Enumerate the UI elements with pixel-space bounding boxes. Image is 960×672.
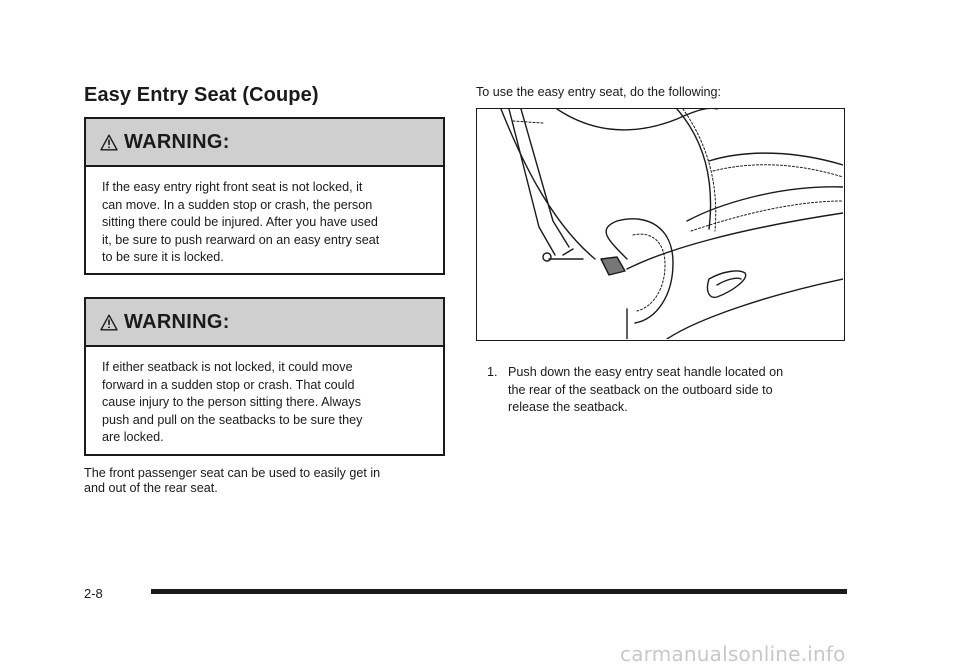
warning-text: If either seatback is not locked, it could move forward in a sudden stop or crash. That could cause injury to the person sitting there. Always push and pull on the seatbacks to be sure they are locked. bbox=[102, 360, 363, 444]
intro-paragraph: To use the easy entry seat, do the following: bbox=[476, 85, 722, 99]
section-title: Easy Entry Seat (Coupe) bbox=[84, 84, 319, 106]
warning-box-2 bbox=[84, 297, 445, 456]
body-paragraph: The front passenger seat can be used to easily get in and out of the rear seat. bbox=[84, 466, 381, 495]
footer-rule bbox=[151, 589, 847, 594]
warning-title: WARNING: bbox=[124, 310, 230, 333]
warning-title: WARNING: bbox=[124, 130, 230, 153]
steps-list bbox=[487, 364, 847, 417]
easy-entry-seat-diagram bbox=[477, 109, 843, 339]
warning-header bbox=[86, 119, 443, 167]
page-number: 2-8 bbox=[84, 586, 103, 601]
step-text: Push down the easy entry seat handle located on the rear of the seatback on the outboard side to release the seatback. bbox=[508, 365, 784, 414]
warning-triangle-icon bbox=[100, 134, 118, 151]
warning-text: If the easy entry right front seat is not locked, it can move. In a sudden stop or crash, the person sitting there could be injured. After you have used it, be sure to push rearward on an easy entry seat to be sure it is locked. bbox=[102, 180, 380, 264]
warning-header bbox=[86, 299, 443, 347]
watermark: carmanualsonline.info bbox=[620, 642, 846, 666]
warning-triangle-icon bbox=[100, 314, 118, 331]
step-number: 1. bbox=[487, 365, 498, 379]
seat-illustration bbox=[476, 108, 845, 341]
list-item bbox=[487, 364, 847, 417]
warning-box-1 bbox=[84, 117, 445, 275]
